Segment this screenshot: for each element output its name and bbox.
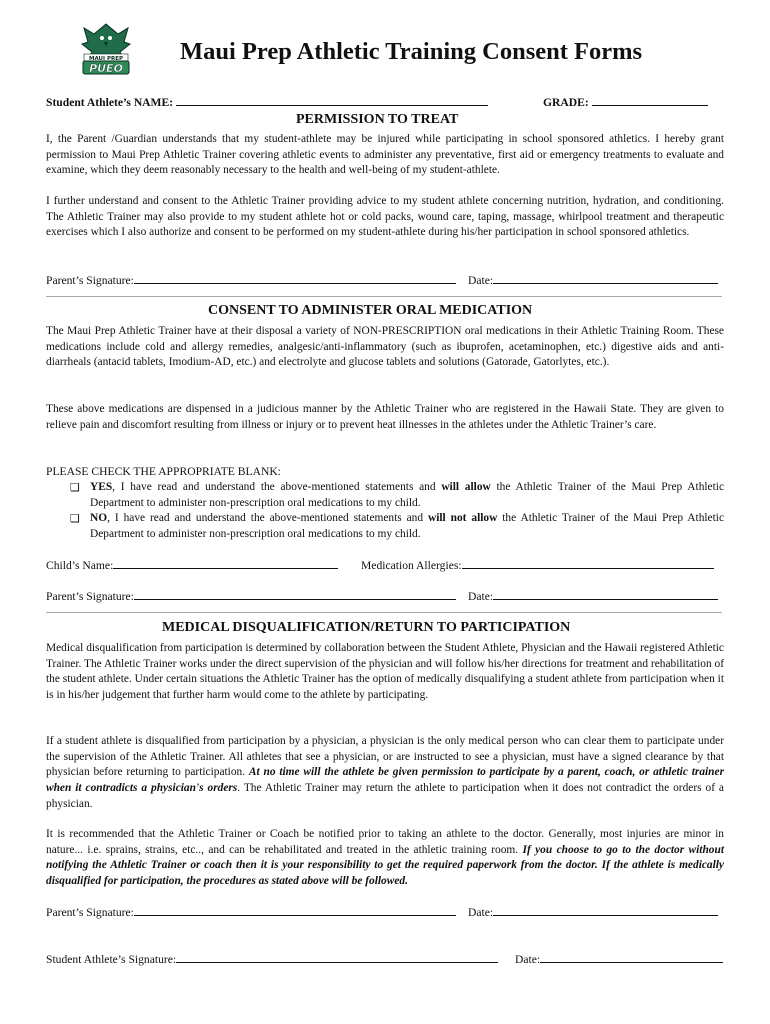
allergies-field[interactable]: Medication Allergies: (361, 558, 714, 572)
section-heading-disqualification: MEDICAL DISQUALIFICATION/RETURN TO PARTICIPATION (162, 620, 571, 635)
date-blank-3[interactable] (493, 905, 718, 916)
parent-signature-blank-1[interactable] (134, 273, 456, 284)
date-field-2[interactable]: Date: (468, 589, 718, 603)
grade-field[interactable]: GRADE: (543, 95, 708, 109)
athlete-name-field[interactable]: Student Athlete’s NAME: (46, 95, 488, 109)
section-heading-medication: CONSENT TO ADMINISTER ORAL MEDICATION (208, 303, 533, 318)
disqualification-paragraph-1: Medical disqualification from participation is determined by collaboration between the Student Athlete, Physician and the Hawaii registered Athletic Trainer. The Athletic Trainer works under the direct supervision of the physician and will follow his/her directions for treatment and rehabilitation of the student athlete. Under certain situations the Athletic Trainer has the option of medically disqualifying a student athlete from participation when it is in his/her judgement that further harm would come to the athlete by participating. (46, 642, 724, 702)
parent-signature-field-1[interactable]: Parent’s Signature: (46, 273, 456, 287)
no-option: NO, I have read and understand the above-mentioned statements and will not allow the Athletic Trainer of the Maui Prep Athletic Department to administer non-prescription oral medications to my child. (90, 512, 724, 540)
date-field-3[interactable]: Date: (468, 905, 718, 919)
date-field-1[interactable]: Date: (468, 273, 718, 287)
svg-text:MAUI PREP: MAUI PREP (88, 56, 124, 62)
allergies-blank[interactable] (462, 558, 714, 569)
parent-signature-blank-2[interactable] (134, 589, 456, 600)
date-blank-1[interactable] (493, 273, 718, 284)
check-instruction: PLEASE CHECK THE APPROPRIATE BLANK: (46, 465, 281, 478)
date-field-4[interactable]: Date: (515, 952, 723, 966)
athlete-signature-field[interactable]: Student Athlete’s Signature: (46, 952, 498, 966)
athlete-signature-blank[interactable] (176, 952, 498, 963)
parent-signature-field-3[interactable]: Parent’s Signature: (46, 905, 456, 919)
svg-text:PUEO: PUEO (89, 62, 123, 75)
divider (46, 296, 722, 297)
date-blank-4[interactable] (540, 952, 723, 963)
medication-paragraph-1: The Maui Prep Athletic Trainer have at their disposal a variety of NON-PRESCRIPTION oral medications in their Athletic Training Room. These medications include cold and allergy remedies, analgesic/anti-inflammatory (such as ibuprofen, acetaminophen, etc.) digestive aids and anti-diarrheals (antacid tablets, Imodium-AD, etc.) and electrolyte and glucose tablets and solutions (Gatorade, Gatorlytes, etc.). (46, 325, 724, 369)
permission-paragraph-1: I, the Parent /Guardian understands that my student-athlete may be injured while participating in school sponsored athletics. I hereby grant permission to Maui Prep Athletic Trainer covering athletic events to administer any preventative, first aid or emergency treatments to evaluate and examine, which they deem reasonably necessary to the health and well-being of my student-athlete. (46, 133, 724, 177)
parent-signature-blank-3[interactable] (134, 905, 456, 916)
page-title: Maui Prep Athletic Training Consent Forms (180, 38, 643, 65)
disqualification-paragraph-2: If a student athlete is disqualified from participation by a physician, a physician is the only medical person who can clear them to participate under the supervision of the Athletic Trainer. All athletes that see a physician, or are instructed to see a physician, must have a signed clearance by that physician before returning to participation. At no time will the athlete be given permission to participate by a parent, coach, or athletic trainer when it contradicts a physician's orders. The Athletic Trainer may return the athlete to participation when it does not contradict the orders of a physician. (46, 735, 724, 810)
child-name-field[interactable]: Child’s Name: (46, 558, 338, 572)
parent-signature-field-2[interactable]: Parent’s Signature: (46, 589, 456, 603)
permission-paragraph-2: I further understand and consent to the Athletic Trainer providing advice to my student athlete concerning nutrition, hydration, and conditioning. The Athletic Trainer may also provide to my student athlete hot or cold packs, wound care, taping, massage, whirlpool treatment and therapeutic exercises which I also authorize and consent to be performed on my student-athlete during his/her participation in school sponsored athletics. (46, 195, 724, 239)
yes-option: YES, I have read and understand the above-mentioned statements and will allow the Athletic Trainer of the Maui Prep Athletic Department to administer non-prescription oral medications to my child. (90, 481, 724, 509)
divider (46, 612, 722, 613)
section-heading-permission: PERMISSION TO TREAT (296, 112, 459, 127)
athlete-name-blank[interactable] (176, 95, 488, 106)
no-checkbox[interactable]: ❏ (70, 512, 80, 525)
date-blank-2[interactable] (493, 589, 718, 600)
school-logo (80, 20, 132, 76)
yes-checkbox[interactable]: ❏ (70, 481, 80, 494)
child-name-blank[interactable] (113, 558, 338, 569)
disqualification-paragraph-3: It is recommended that the Athletic Trainer or Coach be notified prior to taking an athlete to the doctor. Generally, most injuries are minor in nature... i.e. sprains, strains, etc.., and can be rehabilitated and treated in the athletic training room. If you choose to go to the doctor without notifying the Athletic Trainer or coach then it is your responsibility to get the required paperwork from the doctor. If the athlete is medically disqualified for participation, the procedures as stated above will be followed. (46, 828, 725, 888)
grade-blank[interactable] (592, 95, 708, 106)
medication-paragraph-2: These above medications are dispensed in a judicious manner by the Athletic Trainer who are registered in the Hawaii State. They are given to relieve pain and discomfort resulting from illness or injury or to prevent heat illnesses in the athletes under the Athletic Trainer’s care. (46, 403, 724, 431)
